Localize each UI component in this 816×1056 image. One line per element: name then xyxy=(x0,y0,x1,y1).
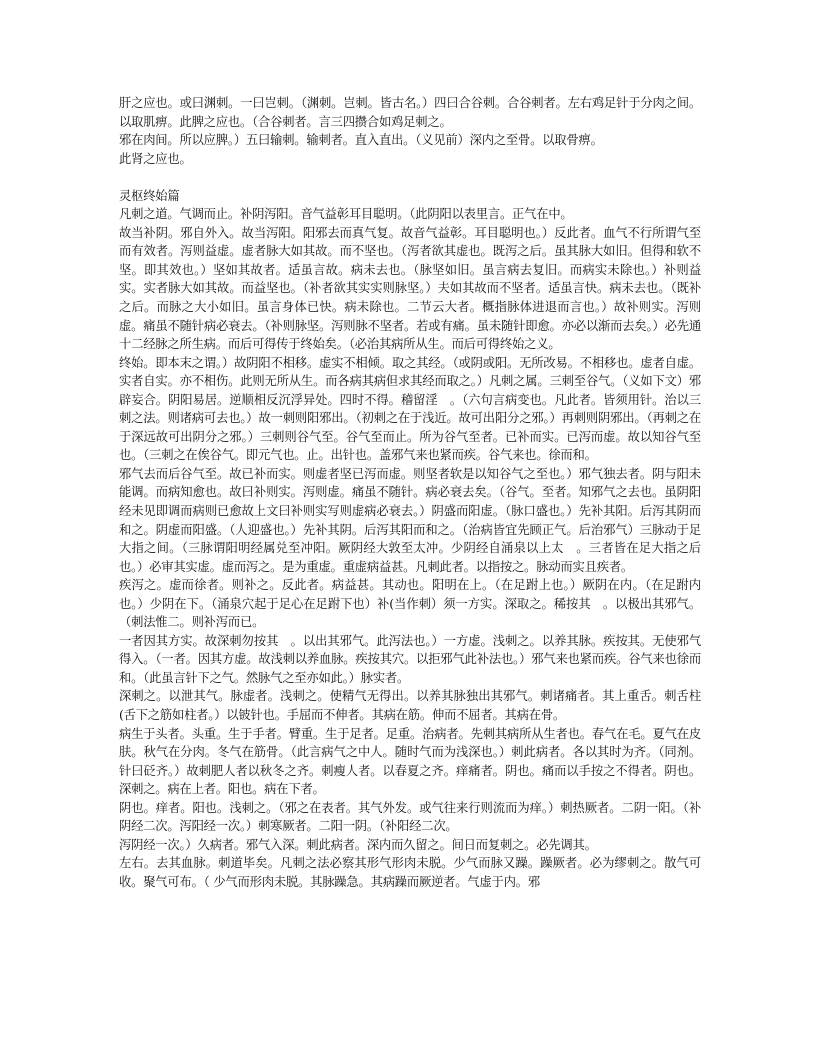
body-paragraph-6: 一者因其方实。故深刺勿按其 。以出其邪气。此泻法也。）一方虚。浅刺之。以养其脉。疾按其。无使邪气得入。（一者。因其方虚。故浅刺以养血脉。疾按其穴。以拒邪气此补法也。）邪气来也紧而疾。谷气来也徐而和。（此虽言针下之气。然脉气之至亦如此。）脉实者。 xyxy=(119,633,701,685)
body-paragraph-4: 邪气去而后谷气至。故已补而实。则虚者坚已泻而虚。则坚者软是以知谷气之至也。）邪气独去者。阴与阳未能调。而病知愈也。故曰补则实。泻则虚。痛虽不随针。病必衰去矣。（谷气。至者。知邪气之去也。虽阴阳经未见即调而病则已愈故上文曰补则实写则虚病必衰去。）阴盛而阳虚。（脉口盛也。）先补其阳。后泻其阴而和之。阴虚而阳盛。（人迎盛也。）先补其阴。后泻其阳而和之。（治病皆宜先顾正气。后治邪气）三脉动于足大指之间。（三脉谓阳明经属兑至冲阳。厥阴经大敦至太冲。少阴经自涌泉以上太 。三者皆在足大指之后也。）必审其实虚。虚而泻之。是为重虚。重虚病益甚。凡刺此者。以指按之。脉动而实且疾者。 xyxy=(119,466,701,574)
body-paragraph-10: 泻阴经一次。）久病者。邪气入深。刺此病者。深内而久留之。间日而复刺之。必先调其。 xyxy=(119,837,597,852)
section-title: 灵枢终始篇 xyxy=(119,188,180,203)
body-paragraph-3: 终始。即本末之谓。）故阴阳不相移。虚实不相倾。取之其经。（或阴或阳。无所改易。不相移也。虚者自虚。实者自实。亦不相伤。此则无所从生。而各病其病但求其经而取之。）凡刺之属。三刺至谷气。（义如下文）邪辟妄合。阴阳易居。逆顺相反沉浮异处。四时不得。稽留淫 。（六句言病变也。凡此者。皆须用针。治以三刺之法。则诸病可去也。）故一刺则阳邪出。（初刺之在于浅近。故可出阳分之邪。）再刺则阴邪出。（再刺之在于深远故可出阴分之邪。）三刺则谷气至。谷气至而止。所为谷气至者。已补而实。已泻而虚。故以知谷气至也。（三刺之在俟谷气。即元气也。止。出针也。盖邪气来也紧而疾。谷气来也。徐而和。 xyxy=(119,355,701,463)
body-paragraph-8: 病生于头者。头重。生于手者。臂重。生于足者。足重。治病者。先刺其病所从生者也。春气在毛。夏气在皮肤。秋气在分肉。冬气在筋骨。（此言病气之中人。随时气而为浅深也。）刺此病者。各以其时为齐。（同剂。针曰砭齐。）故刺肥人者以秋冬之齐。刺瘦人者。以春夏之齐。痒痛者。阴也。痛而以手按之不得者。阴也。深刺之。病在上者。阳也。病在下者。 xyxy=(119,726,701,797)
section-spacer xyxy=(119,168,701,187)
body-paragraph-5: 疾泻之。虚而徐者。则补之。反此者。病益甚。其动也。阳明在上。（在足跗上也。）厥阴在内。（在足跗内也。）少阴在下。（涌泉穴起于足心在足跗下也）补(当作刺）须一方实。深取之。稀按其 。以极出其邪气。（刺法惟二。则补泻而已。 xyxy=(119,578,701,630)
document-page xyxy=(119,94,701,891)
body-paragraph-7: 深刺之。以泄其气。脉虚者。浅刺之。使精气无得出。以养其脉独出其邪气。刺诸痛者。其上重舌。刺舌柱(舌下之筋如柱者。）以铍针也。手屈而不伸者。其病在筋。伸而不屈者。其病在骨。 xyxy=(119,689,701,722)
body-paragraph-1: 凡刺之道。气调而止。补阴泻阳。音气益彰耳目聪明。（此阴阳以表里言。正气在中。 xyxy=(119,207,573,222)
body-paragraph-9: 阴也。痒者。阳也。浅刺之。（邪之在表者。其气外发。或气往来行则流而为痒。）刺热厥者。二阴一阳。（补阴经二次。泻阳经一次。）刺寒厥者。二阳一阴。（补阳经二次。 xyxy=(119,800,701,834)
body-paragraph-2: 故当补阴。邪自外入。故当泻阳。阳邪去而真气复。故音气益彰。耳目聪明也。）反此者。血气不行所谓气至而有效者。泻则益虚。虚者脉大如其故。而不坚也。（泻者欲其虚也。既泻之后。虽其脉大如旧。但得和软不坚。即其效也。）坚如其故者。适虽言故。病未去也。（脉坚如旧。虽言病去复旧。而病实未除也。）补则益实。实者脉大如其故。而益坚也。（补者欲其实实则脉坚。）夫如其故而不坚者。适虽言快。病未去也。（既补之后。而脉之大小如旧。虽言身体已快。病未除也。二节云大者。概指脉体进退而言也。）故补则实。泻则虚。痛虽不随针病必衰去。（补则脉坚。泻则脉不坚者。若或有痛。虽未随针即愈。亦必以渐而去矣。）必先通十二经脉之所生病。而后可得传于终始矣。（必治其病所从生。而后可得终始之义。 xyxy=(119,225,701,352)
intro-paragraph-3: 此肾之应也。 xyxy=(119,151,192,166)
intro-paragraph-2: 邪在肉间。所以应脾。）五曰输刺。输刺者。直入直出。（义见前）深内之至骨。以取骨痹。 xyxy=(119,133,603,148)
body-paragraph-11: 左右。去其血脉。刺道毕矣。凡刺之法必察其形气形肉未脱。少气而脉又躁。躁厥者。必为缪刺之。散气可收。聚气可布。（ 少气而形肉未脱。其脉躁急。其病躁而厥逆者。气虚于内。邪 xyxy=(119,856,701,889)
intro-paragraph-1: 肝之应也。或曰渊刺。一曰岂刺。（渊刺。岂刺。皆古名。）四曰合谷刺。合谷刺者。左右鸡足针于分肉之间。以取肌痹。此脾之应也。（合谷刺者。言三四攒合如鸡足刺之。 xyxy=(119,96,701,129)
